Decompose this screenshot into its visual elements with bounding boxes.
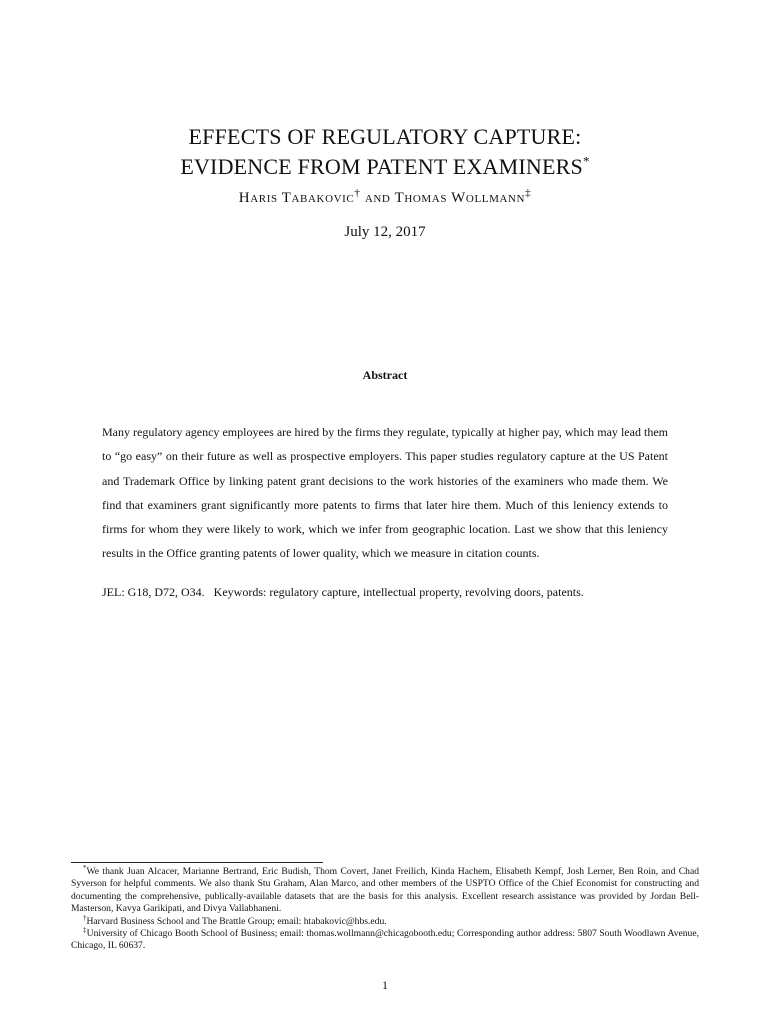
keywords-list: Keywords: regulatory capture, intellectual property, revolving doors, patents. <box>213 585 584 599</box>
title-line-1: EFFECTS OF REGULATORY CAPTURE: <box>188 124 582 149</box>
footnote-1-text: We thank Juan Alcacer, Marianne Bertrand, Eric Budish, Thom Covert, Janet Freilich, Kinda Hachem, Elisabeth Kempf, Josh Lerner, Ben Roin, and Chad Syverson for helpful comments. We also thank Stu Graham, Alan Marco, and other members of the USPTO Office of the Chief Economist for constructing and documenting the comprehensive, publically-available datasets that are the basis for this analysis. Excellent research assistance was provided by Jordan Bell-Masterson, Kavya Garikipati, and Divya Vallabhaneni. <box>71 866 699 915</box>
jel-keywords-line <box>102 585 668 600</box>
author-2-mark: ‡ <box>525 187 532 199</box>
footnote-3 <box>71 925 700 953</box>
footnote-2-text: Harvard Business School and The Brattle Group; email: htabakovic@hbs.edu. <box>86 915 387 927</box>
footnote-3-mark: ‡ <box>83 925 87 934</box>
paper-date: July 12, 2017 <box>344 224 426 240</box>
page-number: 1 <box>382 978 388 992</box>
footnotes <box>71 863 700 953</box>
footnote-2-mark: † <box>83 913 87 922</box>
paper-title <box>0 122 770 182</box>
footnote-3-text: University of Chicago Booth School of Business; email: thomas.wollmann@chicagobooth.edu; Corresponding author address: 5807 South Woodlawn Avenue, Chicago, IL 60637. <box>71 928 700 952</box>
footnote-2 <box>71 913 699 928</box>
abstract-body: Many regulatory agency employees are hired by the firms they regulate, typically at higher pay, which may lead them to “go easy” on their future as well as prospective employers. This paper studies regulatory capture at the US Patent and Trademark Office by linking patent grant decisions to the work histories of the examiners who made them. We find that examiners grant significantly more patents to firms that later hire them. Much of this leniency extends to firms for whom they were likely to work, which we infer from geographic location. Last we show that this leniency results in the Office granting patents of lower quality, which we measure in citation counts. <box>102 425 668 561</box>
abstract-heading: Abstract <box>362 368 408 382</box>
footnote-1 <box>71 863 699 916</box>
author-2: Thomas Wollmann <box>394 190 526 206</box>
author-1-mark: † <box>354 187 361 199</box>
footnote-1-mark: * <box>83 863 87 872</box>
footnote-divider <box>71 862 323 863</box>
jel-codes: JEL: G18, D72, O34. <box>102 585 205 599</box>
author-connector: and <box>364 190 391 206</box>
author-1: Haris Tabakovic <box>238 190 355 206</box>
title-line-2: EVIDENCE FROM PATENT EXAMINERS <box>180 154 583 179</box>
title-footnote-mark: * <box>582 153 590 169</box>
author-line <box>0 187 770 207</box>
